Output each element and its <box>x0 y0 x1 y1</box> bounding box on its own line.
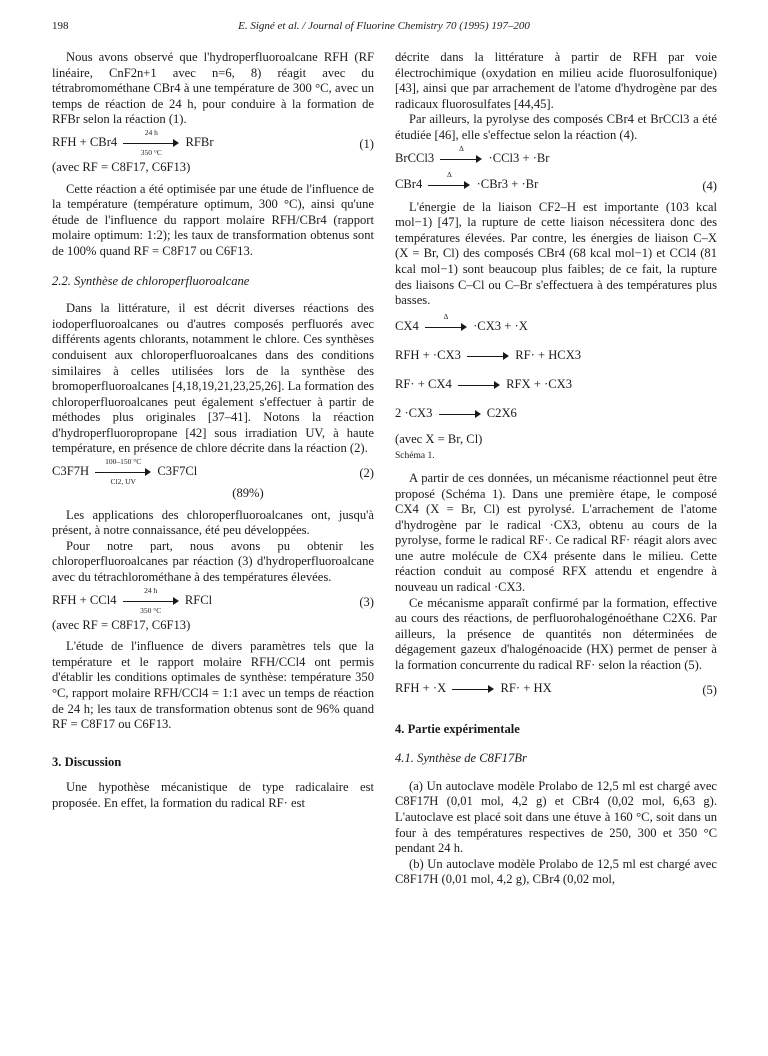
paragraph: (a) Un autoclave modèle Prolabo de 12,5 ml est chargé avec C8F17H (0,01 mol, 4,2 g) et CBr4 (0,02 mol, 6,63 g). L'autoclave est placé soit dans une étuve à 160 °C, soit dans un four à des températures respectives de 250, 300 et 350 °C pendant 24 h. <box>395 778 717 856</box>
equation-rhs: ·CCl3 + ·Br <box>488 150 550 165</box>
equation-lhs: RFH + CBr4 <box>52 134 118 149</box>
equation-lhs: BrCCl3 <box>395 150 435 165</box>
paragraph: (b) Un autoclave modèle Prolabo de 12,5 ml est chargé avec C8F17H (0,01 mol, 4,2 g), CBr4 (0,02 mol, <box>395 856 717 887</box>
paragraph: Nous avons observé que l'hydroperfluoroalcane RFH (RF linéaire, CnF2n+1 avec n=6, 8) réagit avec du tétrabromométhane CBr4 à une température de 300 °C, avec un temps de réaction de 24 h, pour conduire à la formation de RFBr selon la réaction (1). <box>52 50 374 127</box>
scheme-caption: Schéma 1. <box>395 451 435 462</box>
equation-lhs: C3F7H <box>52 464 90 479</box>
scheme-note: (avec X = Br, Cl) <box>395 431 483 446</box>
equation-lhs: 2 ·CX3 <box>395 405 433 420</box>
scheme-line <box>395 377 717 399</box>
equation-lhs: CX4 <box>395 318 419 333</box>
equation-rhs: RFX + ·CX3 <box>506 376 572 391</box>
paragraph: Une hypothèse mécanistique de type radicalaire est proposée. En effet, la formation du radical RF· est <box>52 780 374 810</box>
arrow-condition-top: Δ <box>447 169 452 179</box>
reaction-arrow <box>95 457 151 487</box>
equation-yield: (89%) <box>232 486 264 501</box>
equation-rhs: RFCl <box>184 592 213 607</box>
reaction-arrow <box>452 683 494 695</box>
equation-number: (1) <box>359 136 374 151</box>
equation-note: (avec RF = C8F17, C6F13) <box>52 159 191 174</box>
right-column <box>395 50 717 888</box>
paragraph: Par ailleurs, la pyrolyse des composés CBr4 et BrCCl3 a été étudiée [46], elle s'effectue selon la réaction (4). <box>395 112 717 142</box>
reaction-arrow <box>123 585 179 615</box>
equation-lhs: CBr4 <box>395 176 423 191</box>
paragraph: L'énergie de la liaison CF2–H est importante (103 kcal mol−1) [47], la rupture de cette liaison nécessitera donc des températures élevées. Par contre, les énergies de liaison C–X (X = Br, Cl) des composés CBr4 (68 kcal mol−1) et CCl4 (81 kcal mol−1) sont beaucoup plus faibles; de ce fait, la rupture des liaisons C–Cl ou C–Br s'effectuera à des températures plus basses. <box>395 199 717 308</box>
page-number: 198 <box>52 20 69 32</box>
equation-2 <box>52 457 374 487</box>
arrow-condition-top: 24 h <box>144 585 158 595</box>
equation-lhs: RF· + CX4 <box>395 376 452 391</box>
equation-5 <box>395 681 717 700</box>
equation-rhs: C3F7Cl <box>157 464 198 479</box>
equation-3 <box>52 585 374 615</box>
equation-lhs: RFH + ·CX3 <box>395 347 461 362</box>
arrow-condition-top: Δ <box>458 143 464 153</box>
equation-4a <box>395 143 717 170</box>
arrow-condition-bottom: 350 °C <box>140 605 162 615</box>
paragraph: Pour notre part, nous avons pu obtenir les chloroperfluoroalcanes par réaction (3) d'hydroperfluoroalcane avec du tétrachlorométhane à des températures élevées. <box>52 538 374 585</box>
paragraph: Dans la littérature, il est décrit diverses réactions des iodoperfluoroalcanes ou d'autres composés perfluorés avec différents agents chlorants, notamment le chlore. Ces synthèses conduisent aux chloroperfluoroalcanes dans des conditions similaires à celles utilisées lors de la synthèse des bromoperfluoroalcanes [4,18,19,21,23,25,26]. La formation des chloroperfluoroalcanes peut également s'effectuer à partir de méthodes plus originales [37–41]. Notons la réaction d'hydroperfluoropropane [42] sous irradiation UV, à haute température, en présence de chlore décrite dans la réaction (2). <box>52 301 374 456</box>
equation-number: (5) <box>702 682 717 697</box>
reaction-arrow <box>440 143 482 165</box>
paragraph: A partir de ces données, un mécanisme réactionnel peut être proposé (Schéma 1). Dans une première étape, le composé CX4 (X = Br, Cl) est pyrolysé. L'arrachement de l'atome d'hydrogène par le radical ·CX3, obtenu au cours de la pyrolyse, forme le radical RF·. Ce radical RF· réagit alors avec une autre molécule de CX4 présente dans le milieu. Cette réaction conduit au composé RFX attendu et engendre à nouveau un radical ·CX3. <box>395 470 717 595</box>
arrow-condition-bottom: Cl2, UV <box>110 477 136 487</box>
section-heading: 3. Discussion <box>52 754 122 769</box>
equation-rhs: ·CX3 + ·X <box>473 318 528 333</box>
equation-rhs: RF· + HCX3 <box>515 347 582 362</box>
reaction-arrow <box>123 128 179 158</box>
equation-1 <box>52 128 374 158</box>
equation-rhs: C2X6 <box>486 405 517 420</box>
reaction-arrow <box>467 350 509 362</box>
equation-lhs: RFH + CCl4 <box>52 592 117 607</box>
paragraph: Les applications des chloroperfluoroalcanes ont, jusqu'à présent, à notre connaissance, été peu développées. <box>52 507 374 538</box>
arrow-condition-bottom: 350 °C <box>140 148 162 158</box>
reaction-arrow <box>425 311 467 333</box>
equation-number: (3) <box>359 594 374 609</box>
section-heading: 2.2. Synthèse de chloroperfluoroalcane <box>52 273 250 288</box>
section-heading: 4. Partie expérimentale <box>395 721 520 736</box>
paragraph: L'étude de l'influence de divers paramètres tels que la température et le rapport molaire RFH/CCl4 ont permis d'établir les conditions optimales de synthèse: température 350 °C, rapport molaire RFH/CCl4 = 1:1 avec un temps de réaction de 24 h; les taux de transformation obtenus sont de 96% quand RF = C8F17 ou C6F13. <box>52 639 374 732</box>
equation-number: (4) <box>702 178 717 193</box>
paragraph: Cette réaction a été optimisée par une étude de l'influence de la température (température optimum, 300 °C), ainsi qu'une étude de l'influence du rapport molaire RFH/CBr4 (rapport molaire optimum: 1:2); les taux de transformation obtenus sont de 100% quand RF = C8F17 ou C6F13. <box>52 181 374 258</box>
equation-rhs: ·CBr3 + ·Br <box>476 176 539 191</box>
reaction-arrow <box>439 408 481 420</box>
equation-4b <box>395 169 717 196</box>
paragraph: Ce mécanisme apparaît confirmé par la formation, effective au cours des réactions, de perfluorohalogénoéthane C2X6. Par ailleurs, la présence de quantités non déterminées de dégagement gazeux d'halogénoacide (HX) permet de penser à la formation concurrente du radical RF· selon la réaction (5). <box>395 595 717 673</box>
page-header <box>52 20 716 36</box>
arrow-condition-top: 24 h <box>144 128 158 138</box>
running-title: E. Signé et al. / Journal of Fluorine Chemistry 70 (1995) 197–200 <box>238 20 530 32</box>
scheme-line <box>395 406 717 428</box>
arrow-condition-top: Δ <box>443 311 449 321</box>
equation-lhs: RFH + ·X <box>395 680 447 695</box>
equation-rhs: RF· + HX <box>500 680 552 695</box>
scheme-line <box>395 348 717 370</box>
subsection-heading: 4.1. Synthèse de C8F17Br <box>395 751 527 766</box>
arrow-condition-top: 100–150 °C <box>105 457 142 467</box>
equation-rhs: RFBr <box>185 134 214 149</box>
equation-note: (avec RF = C8F17, C6F13) <box>52 617 191 632</box>
scheme-line <box>395 311 717 341</box>
equation-number: (2) <box>359 466 374 481</box>
reaction-arrow <box>428 169 470 191</box>
reaction-arrow <box>458 379 500 391</box>
scheme-1 <box>395 311 717 465</box>
left-column <box>52 50 374 812</box>
paragraph: décrite dans la littérature à partir de RFH par voie électrochimique (oxydation en milieu acide fluorosulfonique) [43], ainsi que par arrachement de l'atome d'hydrogène par des radicaux fluorosulfates [44,45]. <box>395 50 717 111</box>
